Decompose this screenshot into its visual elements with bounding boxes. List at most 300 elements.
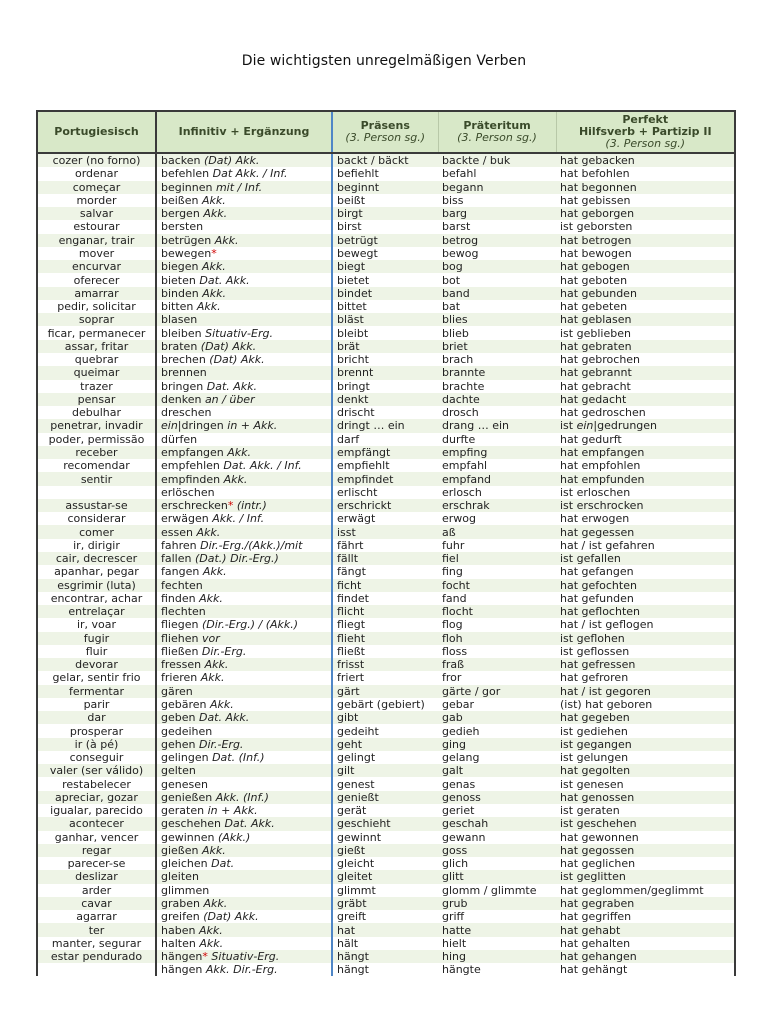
- table-row: [38, 738, 734, 751]
- table-row: [38, 181, 734, 194]
- preterite-cell: band: [438, 287, 556, 300]
- portuguese-cell: trazer: [38, 380, 156, 393]
- present-cell: fliegt: [337, 618, 366, 632]
- page-title: Die wichtigsten unregelmäßigen Verben: [241, 53, 527, 69]
- infinitive-cell: genießen Akk. (Inf.): [156, 791, 332, 804]
- infinitive-cell: empfinden Akk.: [156, 472, 332, 485]
- present-cell: bricht: [337, 353, 369, 367]
- portuguese-cell: assustar-se: [38, 499, 156, 512]
- table-row: [38, 592, 734, 605]
- perfect-cell: ist ein|gedrungen: [556, 419, 734, 432]
- table-row: [38, 884, 734, 897]
- present-cell: flieht: [332, 632, 438, 645]
- infinitive-cell: frieren Akk.: [156, 671, 332, 684]
- present-cell: birst: [337, 220, 362, 234]
- portuguese-cell: [38, 486, 156, 499]
- portuguese-cell: ficar, permanecer: [38, 326, 156, 339]
- perfect-cell: hat geborgen: [556, 207, 734, 220]
- infinitive-cell: gleiten: [156, 870, 332, 883]
- table-row: [38, 645, 734, 658]
- portuguese-cell: estourar: [38, 220, 156, 233]
- portuguese-cell: pedir, solicitar: [38, 300, 156, 313]
- perfect-cell: hat gebogen: [556, 260, 734, 273]
- infinitive-cell: backen (Dat) Akk.: [156, 153, 332, 167]
- present-cell: erschrickt: [332, 499, 438, 512]
- preterite-cell: backte / buk: [438, 153, 556, 167]
- infinitive-cell: braten (Dat) Akk.: [156, 340, 332, 353]
- verb-table-frame: [36, 110, 736, 976]
- present-cell: bietet: [337, 273, 370, 287]
- infinitive-cell: gelten: [156, 764, 332, 777]
- infinitive-cell: geschehen Dat. Akk.: [156, 817, 332, 830]
- table-row: [38, 380, 734, 393]
- table-row: [38, 791, 734, 804]
- infinitive-cell: fliehen vor: [156, 632, 332, 645]
- table-row: [38, 764, 734, 777]
- present-cell: denkt: [332, 393, 438, 406]
- table-row: [38, 153, 734, 167]
- table-row: [38, 817, 734, 830]
- portuguese-cell: recomendar: [38, 459, 156, 472]
- present-cell: backt / bäckt: [332, 153, 438, 167]
- table-row: [38, 632, 734, 645]
- table-row: [38, 698, 734, 711]
- portuguese-cell: gelar, sentir frio: [38, 671, 156, 684]
- table-row: [38, 579, 734, 592]
- table-row: [38, 486, 734, 499]
- table-row: [38, 366, 734, 379]
- table-row: [38, 512, 734, 525]
- infinitive-cell: gedeihen: [156, 724, 332, 737]
- perfect-cell: hat gehabt: [556, 923, 734, 936]
- perfect-cell: ist geflossen: [560, 644, 630, 658]
- infinitive-cell: fliegen (Dir.-Erg.) / (Akk.): [156, 618, 332, 631]
- present-cell: fängt: [337, 565, 366, 579]
- infinitive-cell: haben Akk.: [156, 923, 332, 936]
- preterite-cell: gebar: [442, 698, 474, 712]
- portuguese-cell: ganhar, vencer: [38, 831, 156, 844]
- perfect-cell: hat gegraben: [556, 897, 734, 910]
- perfect-cell: hat gebrannt: [556, 366, 734, 379]
- perfect-cell: hat empfohlen: [560, 459, 641, 473]
- table-row: [38, 870, 734, 883]
- perfect-cell: (ist) hat geboren: [560, 698, 653, 712]
- perfect-cell: hat gegolten: [556, 764, 734, 777]
- table-row: [38, 419, 734, 432]
- present-cell: beginnt: [332, 181, 438, 194]
- table-row: [38, 565, 734, 578]
- infinitive-cell: bleiben Situativ-Erg.: [156, 326, 332, 339]
- preterite-cell: bot: [442, 273, 461, 287]
- perfect-cell: hat befohlen: [560, 167, 630, 181]
- table-row: [38, 844, 734, 857]
- present-cell: greift: [337, 910, 367, 924]
- present-cell: friert: [337, 671, 365, 685]
- portuguese-cell: salvar: [38, 207, 156, 220]
- perfect-cell: hat geblasen: [556, 313, 734, 326]
- present-cell: befiehlt: [337, 167, 379, 181]
- table-row: [38, 433, 734, 446]
- portuguese-cell: igualar, parecido: [38, 804, 156, 817]
- present-cell: gelingt: [337, 751, 376, 765]
- present-cell: gilt: [332, 764, 438, 777]
- table-row: [38, 552, 734, 565]
- table-header-row: [38, 112, 734, 153]
- infinitive-cell: geraten in + Akk.: [156, 804, 332, 817]
- present-cell: bleibt: [337, 326, 369, 340]
- perfect-cell: ist geraten: [560, 804, 620, 818]
- portuguese-cell: apanhar, pegar: [38, 565, 156, 578]
- infinitive-cell: bieten Dat. Akk.: [156, 273, 332, 286]
- infinitive-cell: biegen Akk.: [156, 260, 332, 273]
- perfect-cell: hat gefroren: [560, 671, 629, 685]
- perfect-cell: hat erwogen: [560, 512, 630, 526]
- infinitive-cell: bersten: [156, 220, 332, 233]
- perfect-cell: hat gegossen: [556, 844, 734, 857]
- infinitive-cell: gehen Dir.-Erg.: [156, 738, 332, 751]
- infinitive-cell: hängen* Situativ-Erg.: [156, 950, 332, 963]
- portuguese-cell: devorar: [38, 658, 156, 671]
- perfect-cell: hat gefunden: [560, 591, 634, 605]
- infinitive-cell: graben Akk.: [156, 897, 332, 910]
- perfect-cell: hat gegessen: [556, 525, 734, 538]
- infinitive-cell: erlöschen: [156, 486, 332, 499]
- table-row: [38, 207, 734, 220]
- perfect-cell: hat genossen: [556, 791, 734, 804]
- preterite-cell: flocht: [438, 605, 556, 618]
- infinitive-cell: bergen Akk.: [156, 207, 332, 220]
- perfect-cell: hat gefangen: [560, 565, 634, 579]
- preterite-cell: floh: [438, 632, 556, 645]
- infinitive-cell: erschrecken* (intr.): [156, 499, 332, 512]
- preterite-cell: hängte: [442, 963, 481, 977]
- table-row: [38, 459, 734, 472]
- infinitive-cell: gären: [156, 685, 332, 698]
- preterite-cell: galt: [438, 764, 556, 777]
- infinitive-cell: flechten: [156, 605, 332, 618]
- infinitive-cell: fahren Dir.-Erg./(Akk.)/mit: [156, 539, 332, 552]
- table-row: [38, 897, 734, 910]
- perfect-cell: hat gebunden: [556, 287, 734, 300]
- infinitive-cell: empfangen Akk.: [156, 446, 332, 459]
- present-cell: gießt: [332, 844, 438, 857]
- present-cell: hängt: [337, 963, 369, 977]
- present-cell: gewinnt: [337, 830, 382, 844]
- portuguese-cell: regar: [38, 844, 156, 857]
- preterite-cell: aß: [438, 525, 556, 538]
- infinitive-cell: brechen (Dat) Akk.: [156, 353, 332, 366]
- portuguese-cell: parir: [38, 698, 156, 711]
- perfect-cell: hat gebrochen: [560, 353, 641, 367]
- table-row: [38, 406, 734, 419]
- perfect-cell: hat gebissen: [560, 193, 631, 207]
- infinitive-cell: fallen (Dat.) Dir.-Erg.): [156, 552, 332, 565]
- preterite-cell: empfahl: [442, 459, 488, 473]
- portuguese-cell: soprar: [38, 313, 156, 326]
- preterite-cell: glitt: [438, 870, 556, 883]
- portuguese-cell: queimar: [38, 366, 156, 379]
- table-row: [38, 950, 734, 963]
- infinitive-cell: gewinnen (Akk.): [156, 831, 332, 844]
- table-row: [38, 751, 734, 764]
- verb-table: [38, 112, 734, 976]
- infinitive-cell: finden Akk.: [156, 592, 332, 605]
- perfect-cell: hat gefochten: [556, 579, 734, 592]
- preterite-cell: empfand: [438, 472, 556, 485]
- portuguese-cell: amarrar: [38, 287, 156, 300]
- header-preterite: Präteritum (3. Person sg.): [438, 112, 556, 153]
- perfect-cell: hat gebeten: [560, 300, 628, 314]
- present-cell: gedeiht: [337, 724, 379, 738]
- table-row: [38, 472, 734, 485]
- perfect-cell: hat gefressen: [556, 658, 734, 671]
- preterite-cell: geriet: [442, 804, 475, 818]
- infinitive-cell: ein|dringen in + Akk.: [156, 419, 332, 432]
- portuguese-cell: ordenar: [38, 167, 156, 180]
- perfect-cell: hat geflochten: [556, 605, 734, 618]
- portuguese-cell: ter: [38, 923, 156, 936]
- header-present: Präsens (3. Person sg.): [332, 112, 438, 153]
- preterite-cell: brach: [442, 353, 474, 367]
- present-cell: gleicht: [337, 857, 375, 871]
- perfect-cell: ist gefallen: [556, 552, 734, 565]
- present-cell: erlischt: [337, 485, 378, 499]
- header-perfect-sub: (3. Person sg.): [605, 137, 686, 150]
- table-row: [38, 353, 734, 366]
- table-row: [38, 220, 734, 233]
- present-cell: geht: [332, 738, 438, 751]
- preterite-cell: blies: [438, 313, 556, 326]
- present-cell: hat: [332, 923, 438, 936]
- present-cell: gebärt (gebiert): [337, 698, 425, 712]
- portuguese-cell: pensar: [38, 393, 156, 406]
- preterite-cell: fing: [442, 565, 463, 579]
- infinitive-cell: glimmen: [156, 884, 332, 897]
- present-cell: empfängt: [332, 446, 438, 459]
- infinitive-cell: beginnen mit / Inf.: [156, 181, 332, 194]
- preterite-cell: goss: [438, 844, 556, 857]
- present-cell: fließt: [337, 644, 365, 658]
- portuguese-cell: conseguir: [38, 751, 156, 764]
- table-row: [38, 326, 734, 339]
- perfect-cell: hat gebracht: [560, 379, 631, 393]
- present-cell: beißt: [337, 193, 366, 207]
- portuguese-cell: fluir: [38, 645, 156, 658]
- table-row: [38, 857, 734, 870]
- preterite-cell: genoss: [438, 791, 556, 804]
- infinitive-cell: fressen Akk.: [156, 658, 332, 671]
- infinitive-cell: gebären Akk.: [156, 698, 332, 711]
- table-row: [38, 923, 734, 936]
- infinitive-cell: dreschen: [156, 406, 332, 419]
- present-cell: brät: [332, 340, 438, 353]
- preterite-cell: barst: [442, 220, 471, 234]
- table-row: [38, 313, 734, 326]
- perfect-cell: ist geschehen: [556, 817, 734, 830]
- infinitive-cell: fließen Dir.-Erg.: [156, 645, 332, 658]
- present-cell: bringt: [337, 379, 370, 393]
- portuguese-cell: penetrar, invadir: [38, 419, 156, 432]
- portuguese-cell: morder: [38, 194, 156, 207]
- preterite-cell: briet: [438, 340, 556, 353]
- infinitive-cell: dürfen: [156, 433, 332, 446]
- infinitive-cell: gießen Akk.: [156, 844, 332, 857]
- portuguese-cell: poder, permissão: [38, 433, 156, 446]
- portuguese-cell: ir, dirigir: [38, 539, 156, 552]
- infinitive-cell: brennen: [156, 366, 332, 379]
- present-cell: bewegt: [337, 246, 378, 260]
- table-row: [38, 247, 734, 260]
- infinitive-cell: bitten Akk.: [156, 300, 332, 313]
- present-cell: geschieht: [332, 817, 438, 830]
- table-row: [38, 539, 734, 552]
- present-cell: bläst: [332, 313, 438, 326]
- preterite-cell: erschrak: [438, 499, 556, 512]
- perfect-cell: hat empfunden: [556, 472, 734, 485]
- preterite-cell: drang … ein: [438, 419, 556, 432]
- perfect-cell: hat gehalten: [560, 936, 631, 950]
- table-row: [38, 685, 734, 698]
- present-cell: bindet: [332, 287, 438, 300]
- preterite-cell: ging: [438, 738, 556, 751]
- preterite-cell: brachte: [442, 379, 485, 393]
- preterite-cell: flog: [442, 618, 463, 632]
- table-row: [38, 194, 734, 207]
- present-cell: gibt: [332, 711, 438, 724]
- preterite-cell: bat: [442, 300, 461, 314]
- preterite-cell: begann: [438, 181, 556, 194]
- present-cell: glimmt: [337, 883, 376, 897]
- perfect-cell: ist gediehen: [560, 724, 628, 738]
- portuguese-cell: deslizar: [38, 870, 156, 883]
- perfect-cell: hat gehängt: [560, 963, 628, 977]
- table-row: [38, 234, 734, 247]
- portuguese-cell: encontrar, achar: [38, 592, 156, 605]
- perfect-cell: hat bewogen: [560, 246, 632, 260]
- table-body: [38, 153, 734, 976]
- preterite-cell: gärte / gor: [438, 685, 556, 698]
- preterite-cell: griff: [442, 910, 465, 924]
- present-cell: hält: [337, 936, 359, 950]
- portuguese-cell: acontecer: [38, 817, 156, 830]
- infinitive-cell: gelingen Dat. (Inf.): [156, 751, 332, 764]
- portuguese-cell: valer (ser válido): [38, 764, 156, 777]
- perfect-cell: hat gegriffen: [560, 910, 632, 924]
- table-row: [38, 393, 734, 406]
- portuguese-cell: encurvar: [38, 260, 156, 273]
- preterite-cell: bewog: [442, 246, 479, 260]
- present-cell: betrügt: [332, 234, 438, 247]
- present-cell: empfiehlt: [337, 459, 390, 473]
- preterite-cell: gelang: [442, 751, 480, 765]
- present-cell: findet: [337, 591, 369, 605]
- portuguese-cell: começar: [38, 181, 156, 194]
- preterite-cell: barg: [438, 207, 556, 220]
- perfect-cell: ist genesen: [560, 777, 624, 791]
- portuguese-cell: receber: [38, 446, 156, 459]
- preterite-cell: betrog: [438, 234, 556, 247]
- perfect-cell: hat geboten: [560, 273, 628, 287]
- infinitive-cell: binden Akk.: [156, 287, 332, 300]
- preterite-cell: gewann: [442, 830, 486, 844]
- preterite-cell: fand: [442, 591, 467, 605]
- portuguese-cell: agarrar: [38, 910, 156, 923]
- portuguese-cell: ir (à pé): [38, 738, 156, 751]
- perfect-cell: hat / ist gegoren: [556, 685, 734, 698]
- present-cell: fährt: [337, 538, 364, 552]
- table-row: [38, 711, 734, 724]
- header-preterite-sub: (3. Person sg.): [457, 131, 537, 144]
- infinitive-cell: erwägen Akk. / Inf.: [156, 512, 332, 525]
- infinitive-cell: gleichen Dat.: [156, 857, 332, 870]
- perfect-cell: ist gegangen: [556, 738, 734, 751]
- portuguese-cell: fugir: [38, 632, 156, 645]
- table-row: [38, 446, 734, 459]
- preterite-cell: durfte: [442, 432, 476, 446]
- infinitive-cell: genesen: [156, 777, 332, 790]
- portuguese-cell: assar, fritar: [38, 340, 156, 353]
- perfect-cell: hat / ist geflogen: [560, 618, 654, 632]
- present-cell: genest: [337, 777, 375, 791]
- present-cell: ficht: [332, 579, 438, 592]
- table-row: [38, 910, 734, 923]
- table-row: [38, 618, 734, 631]
- infinitive-cell: halten Akk.: [156, 937, 332, 950]
- table-row: [38, 287, 734, 300]
- portuguese-cell: [38, 963, 156, 976]
- portuguese-cell: cavar: [38, 897, 156, 910]
- preterite-cell: focht: [438, 579, 556, 592]
- perfect-cell: ist gelungen: [560, 751, 629, 765]
- table-row: [38, 724, 734, 737]
- portuguese-cell: arder: [38, 884, 156, 897]
- present-cell: frisst: [332, 658, 438, 671]
- portuguese-cell: comer: [38, 525, 156, 538]
- perfect-cell: ist geglitten: [556, 870, 734, 883]
- portuguese-cell: quebrar: [38, 353, 156, 366]
- preterite-cell: hing: [438, 950, 556, 963]
- infinitive-cell: fangen Akk.: [156, 565, 332, 578]
- infinitive-cell: denken an / über: [156, 393, 332, 406]
- preterite-cell: fraß: [438, 658, 556, 671]
- preterite-cell: gedieh: [442, 724, 480, 738]
- infinitive-cell: hängen Akk. Dir.-Erg.: [156, 963, 332, 976]
- portuguese-cell: entrelaçar: [38, 605, 156, 618]
- table-row: [38, 963, 734, 976]
- header-present-sub: (3. Person sg.): [345, 131, 426, 144]
- portuguese-cell: cozer (no forno): [38, 153, 156, 167]
- present-cell: brennt: [332, 366, 438, 379]
- infinitive-cell: bewegen*: [156, 247, 332, 260]
- portuguese-cell: sentir: [38, 472, 156, 485]
- preterite-cell: biss: [442, 193, 464, 207]
- preterite-cell: drosch: [442, 406, 479, 420]
- preterite-cell: erlosch: [442, 485, 482, 499]
- preterite-cell: blieb: [442, 326, 469, 340]
- table-row: [38, 525, 734, 538]
- table-row: [38, 671, 734, 684]
- infinitive-cell: betrügen Akk.: [156, 234, 332, 247]
- present-cell: isst: [332, 525, 438, 538]
- portuguese-cell: considerar: [38, 512, 156, 525]
- header-perfect: Perfekt Hilfsverb + Partizip II (3. Person sg.): [556, 112, 734, 153]
- present-cell: dringt … ein: [332, 419, 438, 432]
- present-cell: gärt: [332, 685, 438, 698]
- portuguese-cell: esgrimir (luta): [38, 579, 156, 592]
- table-row: [38, 499, 734, 512]
- infinitive-cell: essen Akk.: [156, 525, 332, 538]
- perfect-cell: ist geblieben: [560, 326, 631, 340]
